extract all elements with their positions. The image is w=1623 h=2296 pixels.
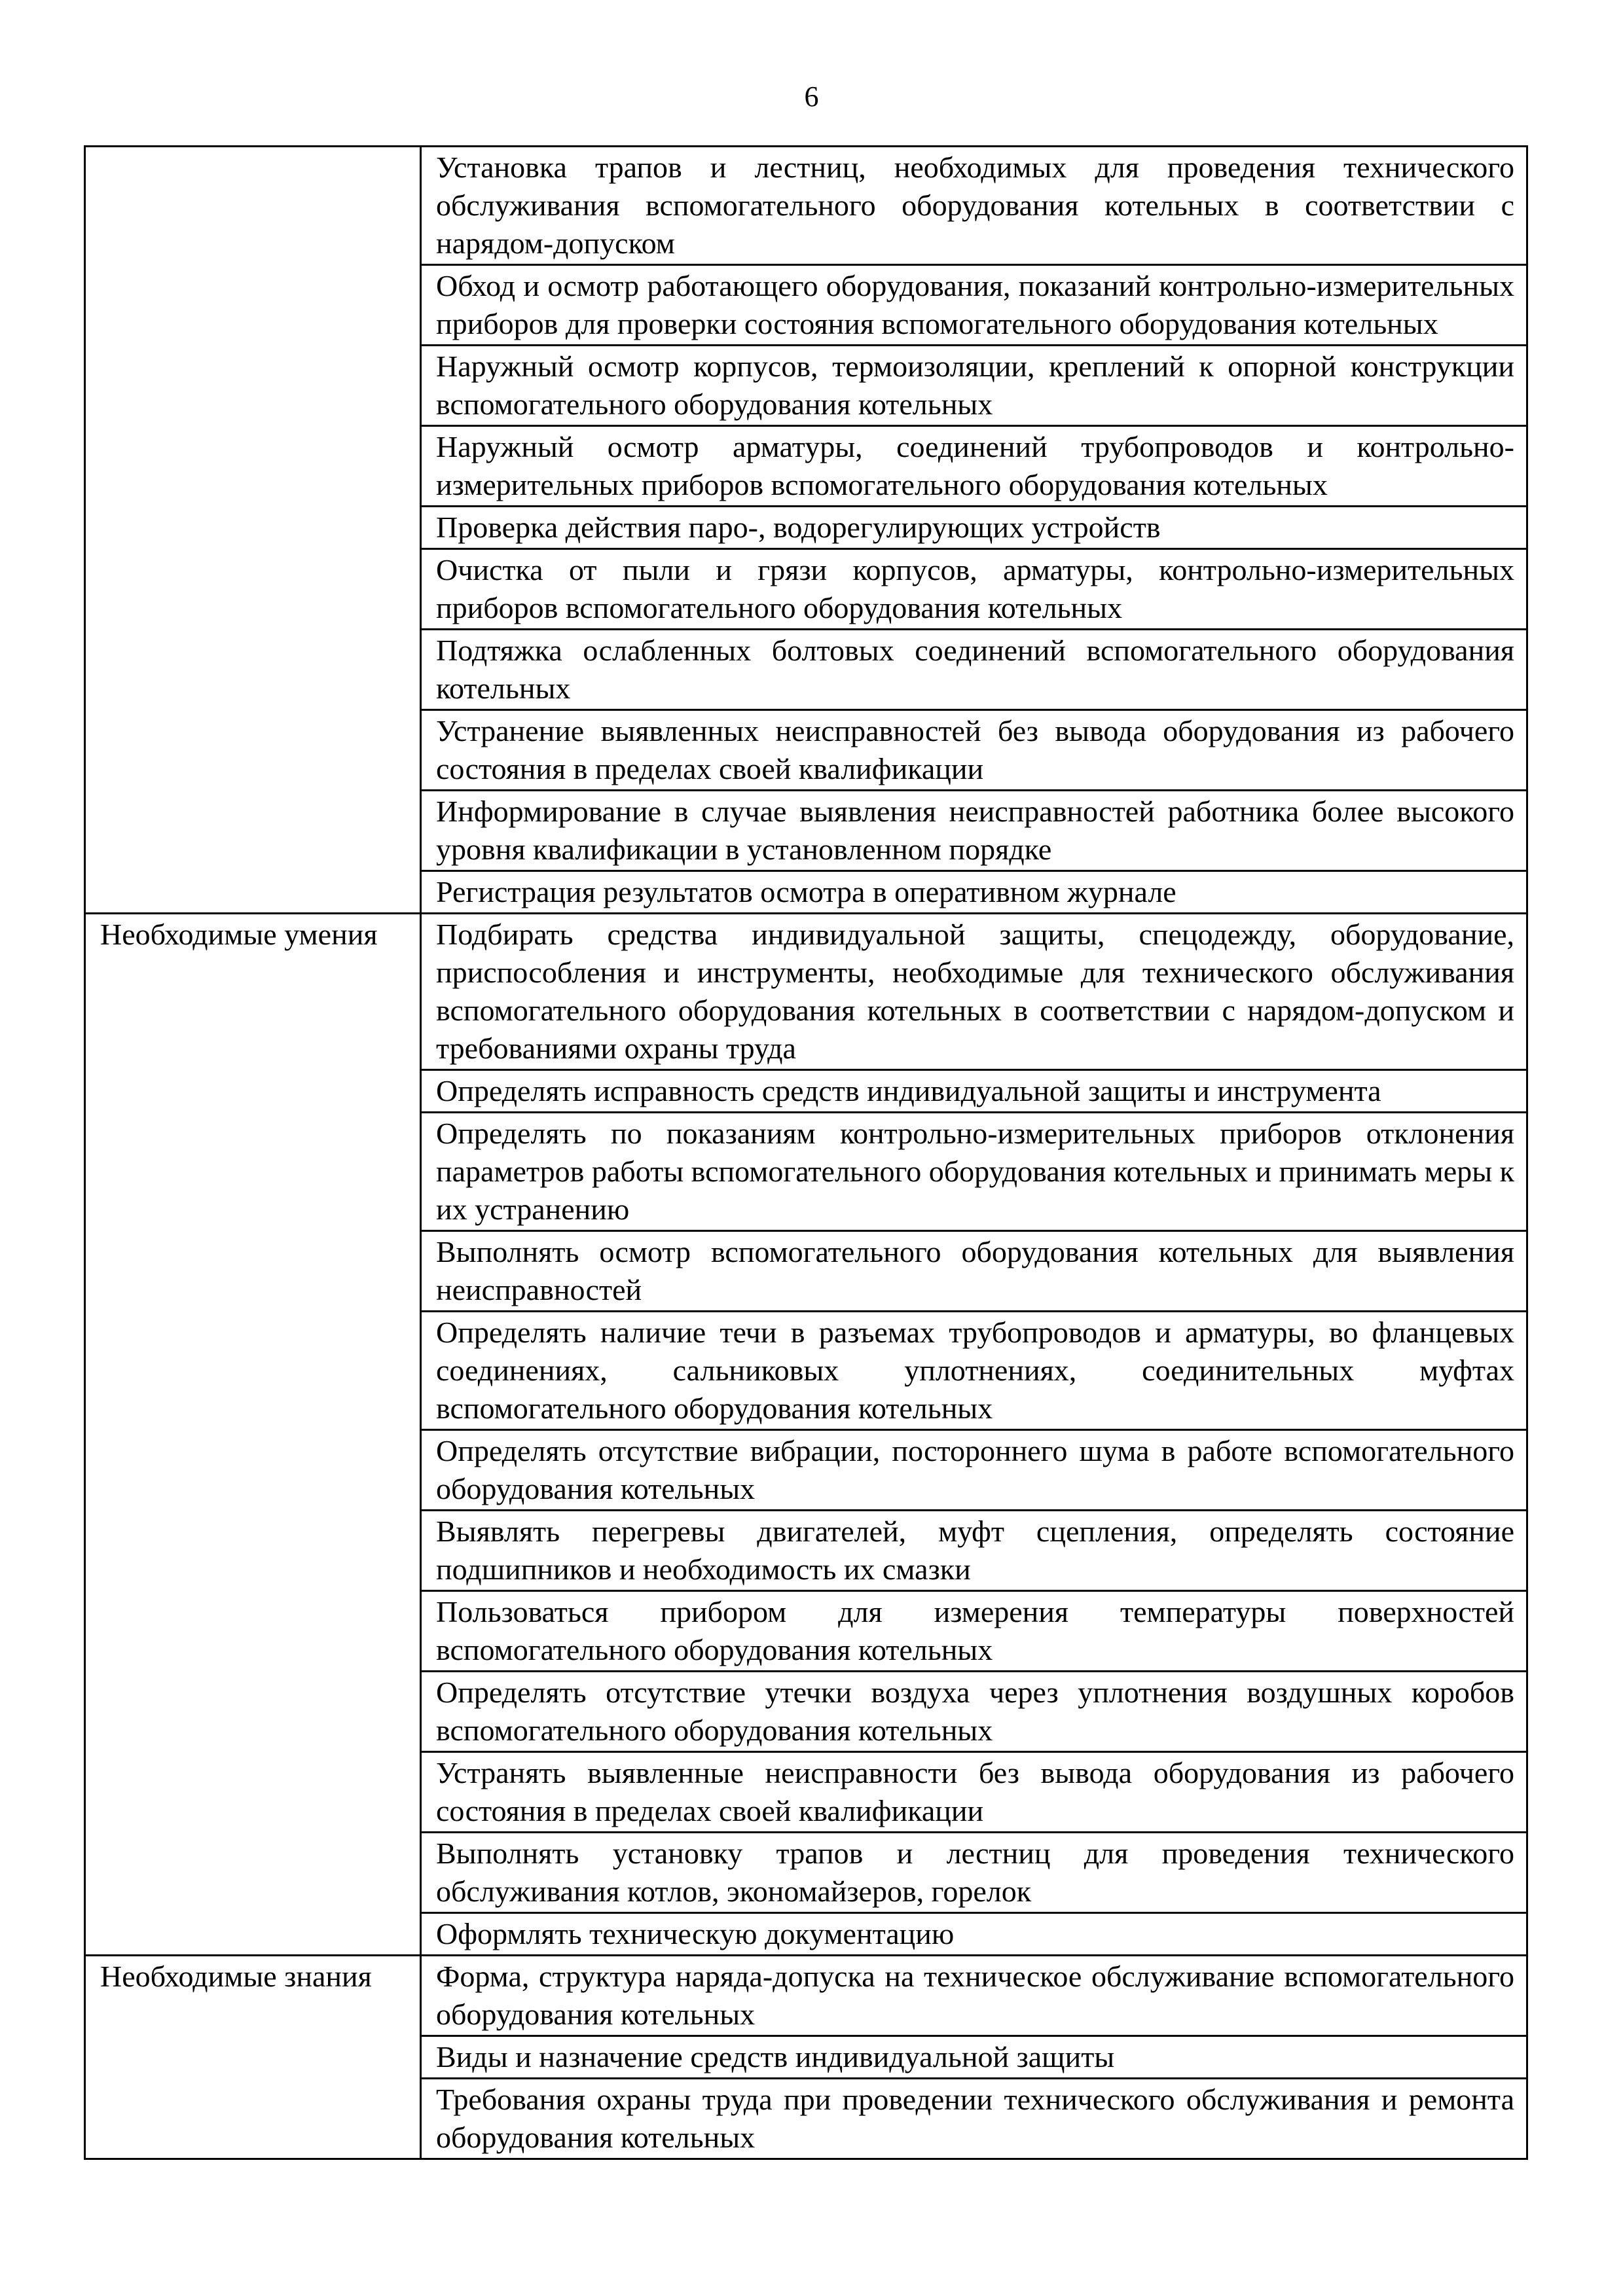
table-cell: Наружный осмотр корпусов, термоизоляции, креплений к опорной конструкции вспомогательного оборудования котельных xyxy=(421,346,1527,426)
table-cell: Подбирать средства индивидуальной защиты, спецодежду, оборудование, приспособления и инструменты, необходимые для технического обслуживания вспомогательного оборудования котельных в соответствии с нарядом-допуском и требованиями охраны труда xyxy=(421,914,1527,1070)
table-cell: Регистрация результатов осмотра в оперативном журнале xyxy=(421,871,1527,914)
table-row xyxy=(85,1956,1527,2036)
table-cell: Форма, структура наряда-допуска на техническое обслуживание вспомогательного оборудования котельных xyxy=(421,1956,1527,2036)
table-cell: Проверка действия паро-, водорегулирующих устройств xyxy=(421,507,1527,549)
table-cell: Устранять выявленные неисправности без вывода оборудования из рабочего состояния в пределах своей квалификации xyxy=(421,1752,1527,1833)
table-cell: Выявлять перегревы двигателей, муфт сцепления, определять состояние подшипников и необходимость их смазки xyxy=(421,1511,1527,1591)
table-cell: Наружный осмотр арматуры, соединений трубопроводов и контрольно-измерительных приборов вспомогательного оборудования котельных xyxy=(421,426,1527,507)
section-label-skills: Необходимые умения xyxy=(85,914,421,1956)
table-cell: Определять по показаниям контрольно-измерительных приборов отклонения параметров работы вспомогательного оборудования котельных и принимать меры к их устранению xyxy=(421,1113,1527,1231)
table-cell: Выполнять осмотр вспомогательного оборудования котельных для выявления неисправностей xyxy=(421,1231,1527,1312)
table-cell: Определять отсутствие вибрации, постороннего шума в работе вспомогательного оборудования котельных xyxy=(421,1430,1527,1511)
table-cell: Выполнять установку трапов и лестниц для проведения технического обслуживания котлов, экономайзеров, горелок xyxy=(421,1833,1527,1913)
table-cell: Определять исправность средств индивидуальной защиты и инструмента xyxy=(421,1070,1527,1113)
table-cell: Обход и осмотр работающего оборудования, показаний контрольно-измерительных приборов для проверки состояния вспомогательного оборудования котельных xyxy=(421,265,1527,346)
section-label xyxy=(85,147,421,914)
table-cell: Определять отсутствие утечки воздуха через уплотнения воздушных коробов вспомогательного оборудования котельных xyxy=(421,1672,1527,1752)
table-cell: Виды и назначение средств индивидуальной защиты xyxy=(421,2036,1527,2079)
table-cell: Установка трапов и лестниц, необходимых для проведения технического обслуживания вспомогательного оборудования котельных в соответствии с нарядом-допуском xyxy=(421,147,1527,265)
section-label-knowledge: Необходимые знания xyxy=(85,1956,421,2159)
table-cell: Очистка от пыли и грязи корпусов, арматуры, контрольно-измерительных приборов вспомогательного оборудования котельных xyxy=(421,549,1527,630)
requirements-table xyxy=(84,145,1528,2160)
table-row xyxy=(85,914,1527,1070)
page-number: 6 xyxy=(804,81,819,113)
table-cell: Определять наличие течи в разъемах трубопроводов и арматуры, во фланцевых соединениях, сальниковых уплотнениях, соединительных муфтах вспомогательного оборудования котельных xyxy=(421,1312,1527,1430)
table-cell: Устранение выявленных неисправностей без вывода оборудования из рабочего состояния в пределах своей квалификации xyxy=(421,710,1527,791)
table-row xyxy=(85,147,1527,265)
table-cell: Информирование в случае выявления неисправностей работника более высокого уровня квалификации в установленном порядке xyxy=(421,791,1527,871)
table-cell: Оформлять техническую документацию xyxy=(421,1913,1527,1956)
table-cell: Пользоваться прибором для измерения температуры поверхностей вспомогательного оборудования котельных xyxy=(421,1591,1527,1672)
table-cell: Подтяжка ослабленных болтовых соединений вспомогательного оборудования котельных xyxy=(421,630,1527,710)
table-cell: Требования охраны труда при проведении технического обслуживания и ремонта оборудования котельных xyxy=(421,2079,1527,2159)
